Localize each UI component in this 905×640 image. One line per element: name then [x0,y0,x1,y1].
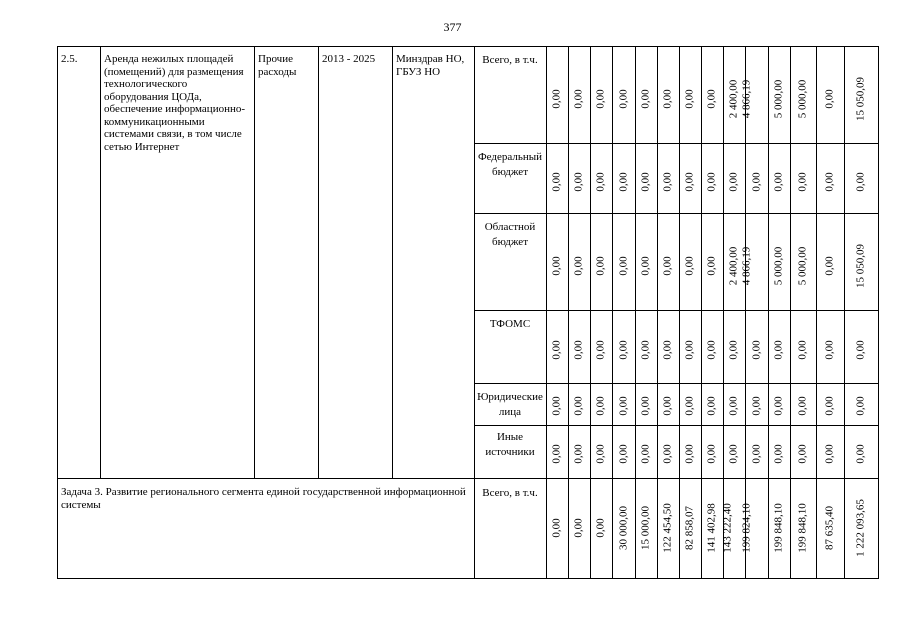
value-cell: 0,00 [823,89,836,109]
funding-source-label: Юридические лица [477,391,543,418]
value-cell: 0,00 [727,396,740,416]
value-cell: 0,00 [750,396,762,416]
value-cell: 4 866,19 [740,80,752,119]
column-divider [635,46,636,579]
value-cell: 0,00 [617,444,629,464]
value-cell: 0,00 [594,518,607,538]
value-cell: 0,00 [772,340,785,360]
value-cell: 0,00 [639,89,652,109]
funding-source-label: Областной бюджет [484,221,536,248]
funding-source-label: ТФОМС [489,318,531,330]
value-cell: 0,00 [683,89,696,109]
value-cell: 0,00 [772,444,785,464]
funding-source-label: Всего, в т.ч. [482,54,538,66]
value-cell: 15 000,00 [639,506,652,550]
value-cell: 0,00 [594,171,607,192]
row-divider [474,213,879,214]
value-cell: 0,00 [854,396,867,416]
value-cell: 141 402,98 [705,503,718,553]
column-divider [844,46,845,579]
column-divider [568,46,569,579]
value-cell: 0,00 [854,171,867,192]
task-3-source-label: Всего, в т.ч. [482,487,538,499]
period: 2013 - 2025 [322,53,376,65]
value-cell: 0,00 [594,256,607,276]
value-cell: 0,00 [594,444,607,464]
value-cell: 0,00 [661,340,674,360]
value-cell: 0,00 [823,340,836,360]
value-cell: 199 824,10 [740,503,752,553]
value-cell: 0,00 [550,396,563,416]
value-cell: 5 000,00 [796,80,809,119]
value-cell: 0,00 [727,340,740,360]
value-cell: 0,00 [683,256,696,276]
value-cell: 4 866,19 [740,247,752,286]
page-number: 377 [443,20,462,34]
value-cell: 0,00 [639,444,652,464]
value-cell: 199 848,10 [772,503,785,553]
value-cell: 0,00 [572,444,585,464]
value-cell: 0,00 [550,171,563,192]
value-cell: 15 050,09 [854,244,867,289]
value-cell: 0,00 [572,171,585,192]
value-cell: 0,00 [572,518,585,538]
column-divider [745,46,746,579]
value-cell: 0,00 [683,444,696,464]
value-cell: 0,00 [550,518,563,538]
value-cell: 0,00 [617,256,629,276]
item-number: 2.5. [61,53,78,65]
value-cell: 0,00 [550,340,563,360]
column-divider [318,46,319,479]
section-divider [57,478,879,479]
value-cell: 0,00 [796,444,809,464]
row-divider [474,310,879,311]
value-cell: 5 000,00 [796,247,809,286]
funding-source-label: Федеральный бюджет [477,151,543,178]
value-cell: 0,00 [639,396,652,416]
value-cell: 5 000,00 [772,80,785,119]
table-top-border [57,46,879,47]
value-cell: 0,00 [661,171,674,192]
value-cell: 82 858,07 [683,506,696,550]
column-divider [590,46,591,579]
value-cell: 0,00 [750,340,762,360]
value-cell: 0,00 [727,171,740,192]
value-cell: 122 454,50 [661,503,674,553]
value-cell: 0,00 [617,171,629,192]
value-cell: 2 400,00 [727,247,740,286]
value-cell: 30 000,00 [617,506,629,550]
task-3-title: Задача 3. Развитие регионального сегмента единой государственной информационной системы [61,486,466,511]
value-cell: 0,00 [550,89,563,109]
value-cell: 0,00 [705,444,718,464]
value-cell: 0,00 [854,444,867,464]
value-cell: 0,00 [572,396,585,416]
column-divider [701,46,702,579]
value-cell: 1 222 093,65 [854,499,867,557]
value-cell: 0,00 [705,256,718,276]
value-cell: 0,00 [617,340,629,360]
value-cell: 143 222,40 [721,503,734,553]
value-cell: 0,00 [572,340,585,360]
column-divider [546,46,547,579]
value-cell: 0,00 [639,171,652,192]
column-divider [612,46,613,579]
value-cell: 0,00 [572,89,585,109]
value-cell: 0,00 [683,340,696,360]
value-cell: 0,00 [750,171,762,192]
value-cell: 0,00 [705,396,718,416]
value-cell: 5 000,00 [772,247,785,286]
value-cell: 0,00 [796,171,809,192]
value-cell: 0,00 [823,396,836,416]
value-cell: 0,00 [705,171,718,192]
column-divider [100,46,101,479]
value-cell: 0,00 [594,396,607,416]
value-cell: 0,00 [796,396,809,416]
column-divider [816,46,817,579]
item-name: Аренда нежилых площадей (помещений) для размещения технологического оборудования ЦОДа, обеспечение информационно-коммуникационными системами связи, в том числе сетью Интернет [104,53,246,153]
column-divider [392,46,393,479]
value-cell: 0,00 [661,89,674,109]
value-cell: 2 400,00 [727,80,740,119]
row-divider [474,425,879,426]
value-cell: 0,00 [617,396,629,416]
column-divider [878,46,879,579]
value-cell: 15 050,09 [854,77,867,122]
column-divider [768,46,769,579]
column-divider [657,46,658,579]
value-cell: 87 635,40 [823,506,836,550]
value-cell: 0,00 [772,396,785,416]
value-cell: 0,00 [823,171,836,192]
executor: Минздрав НО, ГБУЗ НО [396,53,465,78]
value-cell: 0,00 [572,256,585,276]
value-cell: 0,00 [772,171,785,192]
value-cell: 0,00 [823,444,836,464]
value-cell: 0,00 [683,171,696,192]
value-cell: 0,00 [661,256,674,276]
value-cell: 0,00 [661,396,674,416]
value-cell: 0,00 [796,340,809,360]
value-cell: 0,00 [823,256,836,276]
value-cell: 0,00 [750,444,762,464]
expense-type: Прочие расходы [258,53,297,78]
row-divider [474,383,879,384]
value-cell: 0,00 [594,340,607,360]
value-cell: 199 848,10 [796,503,809,553]
value-cell: 0,00 [550,444,563,464]
value-cell: 0,00 [594,89,607,109]
value-cell: 0,00 [705,89,718,109]
column-divider [723,46,724,579]
value-cell: 0,00 [727,444,740,464]
column-divider [254,46,255,479]
column-divider [790,46,791,579]
row-divider [474,143,879,144]
value-cell: 0,00 [550,256,563,276]
value-cell: 0,00 [854,340,867,360]
table-left-border [57,46,58,579]
value-cell: 0,00 [683,396,696,416]
table-bottom-border [57,578,879,579]
value-cell: 0,00 [639,256,652,276]
column-divider [679,46,680,579]
funding-source-label: Иные источники [485,431,535,458]
value-cell: 0,00 [705,340,718,360]
value-cell: 0,00 [661,444,674,464]
value-cell: 0,00 [617,89,629,109]
value-cell: 0,00 [639,340,652,360]
